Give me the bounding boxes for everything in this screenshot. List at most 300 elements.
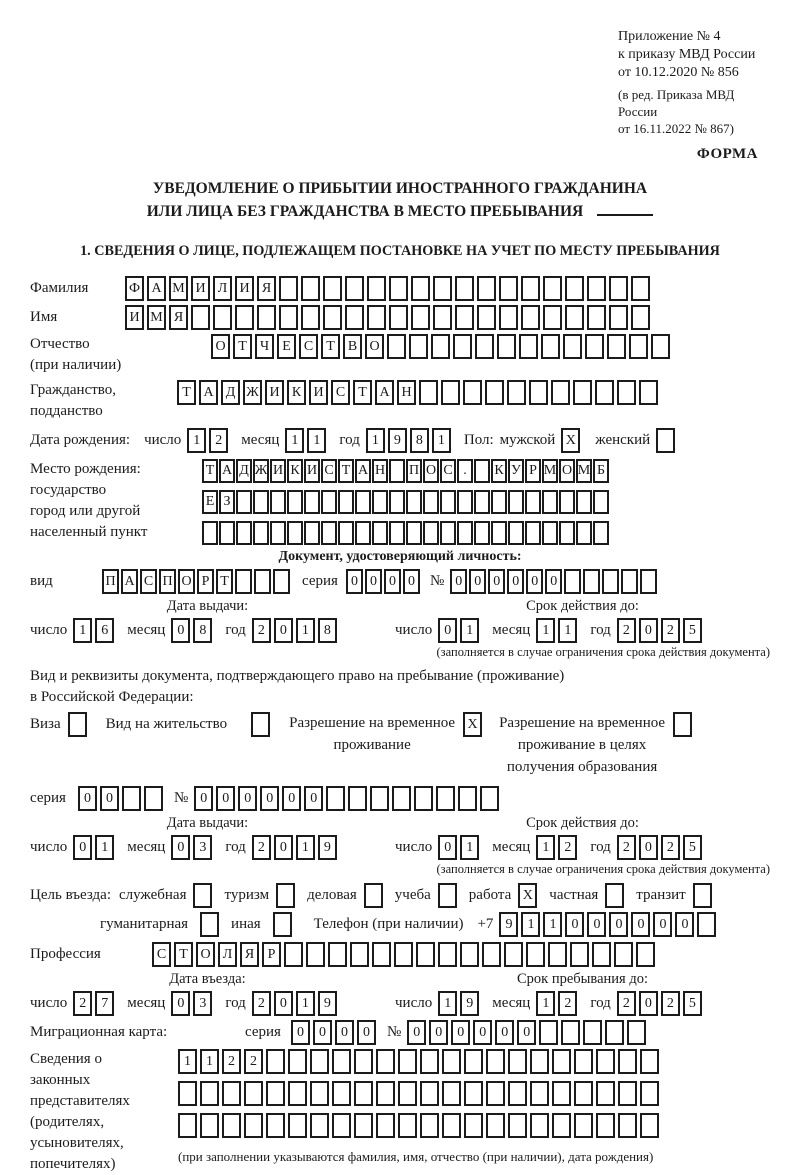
char-cell[interactable] xyxy=(389,521,405,545)
char-cell[interactable] xyxy=(288,1113,307,1138)
char-cell[interactable] xyxy=(288,1081,307,1106)
char-cell[interactable] xyxy=(583,1020,602,1045)
char-cell[interactable] xyxy=(338,521,354,545)
char-cell[interactable] xyxy=(631,305,650,330)
char-cell[interactable] xyxy=(236,521,252,545)
char-cell[interactable]: 0 xyxy=(357,1020,376,1045)
char-cell[interactable]: А xyxy=(147,276,166,301)
char-cell[interactable]: 9 xyxy=(499,912,518,937)
char-cell[interactable] xyxy=(596,1113,615,1138)
char-cell[interactable]: 7 xyxy=(95,991,114,1016)
char-cell[interactable]: 0 xyxy=(675,912,694,937)
char-cell[interactable]: М xyxy=(542,459,558,483)
char-cell[interactable] xyxy=(398,1049,417,1074)
char-cell[interactable]: 1 xyxy=(187,428,206,453)
char-cell[interactable] xyxy=(310,1113,329,1138)
char-cell[interactable] xyxy=(270,490,286,514)
char-cell[interactable]: М xyxy=(169,276,188,301)
char-cell[interactable]: 2 xyxy=(617,618,636,643)
checkbox-cell[interactable] xyxy=(673,712,692,737)
char-cell[interactable]: Е xyxy=(277,334,296,359)
char-cell[interactable]: М xyxy=(147,305,166,330)
char-cell[interactable]: 2 xyxy=(558,991,577,1016)
char-cell[interactable]: 0 xyxy=(346,569,363,594)
char-cell[interactable]: Ч xyxy=(255,334,274,359)
char-cell[interactable]: Р xyxy=(525,459,541,483)
char-cell[interactable]: 9 xyxy=(318,835,337,860)
char-cell[interactable] xyxy=(618,1081,637,1106)
char-cell[interactable]: 1 xyxy=(73,618,92,643)
char-cell[interactable]: Л xyxy=(218,942,237,967)
char-cell[interactable] xyxy=(605,1020,624,1045)
char-cell[interactable] xyxy=(202,521,218,545)
char-cell[interactable] xyxy=(609,305,628,330)
char-cell[interactable]: Т xyxy=(321,334,340,359)
char-cell[interactable]: 0 xyxy=(488,569,505,594)
checkbox-cell[interactable] xyxy=(276,883,295,908)
char-cell[interactable]: 1 xyxy=(307,428,326,453)
char-cell[interactable]: Т xyxy=(177,380,196,405)
char-cell[interactable]: 0 xyxy=(304,786,323,811)
char-cell[interactable] xyxy=(372,521,388,545)
char-cell[interactable] xyxy=(306,942,325,967)
char-cell[interactable]: Т xyxy=(202,459,218,483)
char-cell[interactable] xyxy=(561,1020,580,1045)
char-cell[interactable] xyxy=(394,942,413,967)
char-cell[interactable] xyxy=(254,569,271,594)
char-cell[interactable]: Р xyxy=(262,942,281,967)
char-cell[interactable] xyxy=(442,1113,461,1138)
char-cell[interactable]: Я xyxy=(257,276,276,301)
char-cell[interactable] xyxy=(618,1049,637,1074)
char-cell[interactable] xyxy=(332,1081,351,1106)
char-cell[interactable]: О xyxy=(423,459,439,483)
char-cell[interactable] xyxy=(304,521,320,545)
char-cell[interactable]: 0 xyxy=(517,1020,536,1045)
char-cell[interactable]: 0 xyxy=(545,569,562,594)
char-cell[interactable]: И xyxy=(265,380,284,405)
char-cell[interactable]: А xyxy=(199,380,218,405)
char-cell[interactable] xyxy=(354,1049,373,1074)
char-cell[interactable] xyxy=(376,1049,395,1074)
char-cell[interactable] xyxy=(345,305,364,330)
char-cell[interactable] xyxy=(519,334,538,359)
char-cell[interactable] xyxy=(442,1081,461,1106)
char-cell[interactable]: 2 xyxy=(617,835,636,860)
char-cell[interactable]: 5 xyxy=(683,618,702,643)
char-cell[interactable] xyxy=(423,521,439,545)
checkbox-cell[interactable]: X xyxy=(518,883,537,908)
char-cell[interactable] xyxy=(219,521,235,545)
char-cell[interactable] xyxy=(474,459,490,483)
char-cell[interactable] xyxy=(345,276,364,301)
char-cell[interactable] xyxy=(279,276,298,301)
checkbox-cell[interactable] xyxy=(68,712,87,737)
char-cell[interactable] xyxy=(697,912,716,937)
char-cell[interactable] xyxy=(639,380,658,405)
char-cell[interactable] xyxy=(552,1113,571,1138)
char-cell[interactable] xyxy=(284,942,303,967)
char-cell[interactable]: 0 xyxy=(473,1020,492,1045)
char-cell[interactable]: К xyxy=(491,459,507,483)
char-cell[interactable] xyxy=(253,490,269,514)
char-cell[interactable]: О xyxy=(211,334,230,359)
char-cell[interactable] xyxy=(266,1049,285,1074)
checkbox-cell[interactable] xyxy=(273,912,292,937)
char-cell[interactable] xyxy=(440,490,456,514)
char-cell[interactable]: 1 xyxy=(536,991,555,1016)
char-cell[interactable] xyxy=(486,1049,505,1074)
char-cell[interactable]: 8 xyxy=(193,618,212,643)
char-cell[interactable] xyxy=(477,305,496,330)
char-cell[interactable]: С xyxy=(321,459,337,483)
char-cell[interactable] xyxy=(438,942,457,967)
char-cell[interactable] xyxy=(321,490,337,514)
char-cell[interactable] xyxy=(464,1081,483,1106)
char-cell[interactable] xyxy=(414,786,433,811)
char-cell[interactable] xyxy=(235,569,252,594)
char-cell[interactable] xyxy=(411,276,430,301)
char-cell[interactable] xyxy=(627,1020,646,1045)
char-cell[interactable] xyxy=(367,305,386,330)
char-cell[interactable]: Д xyxy=(236,459,252,483)
char-cell[interactable] xyxy=(640,1081,659,1106)
char-cell[interactable]: 2 xyxy=(617,991,636,1016)
char-cell[interactable]: О xyxy=(559,459,575,483)
char-cell[interactable]: С xyxy=(299,334,318,359)
char-cell[interactable] xyxy=(565,305,584,330)
char-cell[interactable] xyxy=(543,305,562,330)
char-cell[interactable]: Т xyxy=(233,334,252,359)
char-cell[interactable] xyxy=(636,942,655,967)
char-cell[interactable] xyxy=(508,1049,527,1074)
char-cell[interactable]: 1 xyxy=(536,835,555,860)
char-cell[interactable] xyxy=(640,569,657,594)
char-cell[interactable] xyxy=(406,521,422,545)
char-cell[interactable] xyxy=(541,334,560,359)
char-cell[interactable]: 0 xyxy=(631,912,650,937)
char-cell[interactable] xyxy=(178,1113,197,1138)
char-cell[interactable] xyxy=(530,1081,549,1106)
char-cell[interactable] xyxy=(323,276,342,301)
char-cell[interactable]: Т xyxy=(174,942,193,967)
char-cell[interactable]: 0 xyxy=(384,569,401,594)
char-cell[interactable]: А xyxy=(355,459,371,483)
char-cell[interactable]: 6 xyxy=(95,618,114,643)
char-cell[interactable] xyxy=(310,1049,329,1074)
char-cell[interactable] xyxy=(486,1081,505,1106)
char-cell[interactable] xyxy=(376,1113,395,1138)
char-cell[interactable] xyxy=(355,490,371,514)
char-cell[interactable]: И xyxy=(125,305,144,330)
char-cell[interactable] xyxy=(266,1081,285,1106)
char-cell[interactable]: П xyxy=(406,459,422,483)
char-cell[interactable]: 0 xyxy=(274,618,293,643)
char-cell[interactable] xyxy=(593,490,609,514)
char-cell[interactable]: 0 xyxy=(587,912,606,937)
char-cell[interactable]: 2 xyxy=(252,618,271,643)
char-cell[interactable]: 1 xyxy=(521,912,540,937)
char-cell[interactable]: И xyxy=(270,459,286,483)
char-cell[interactable]: С xyxy=(440,459,456,483)
char-cell[interactable] xyxy=(326,786,345,811)
char-cell[interactable] xyxy=(411,305,430,330)
checkbox-cell[interactable]: X xyxy=(463,712,482,737)
char-cell[interactable] xyxy=(499,305,518,330)
char-cell[interactable]: С xyxy=(331,380,350,405)
checkbox-cell[interactable] xyxy=(438,883,457,908)
checkbox-cell[interactable] xyxy=(605,883,624,908)
char-cell[interactable] xyxy=(508,490,524,514)
char-cell[interactable] xyxy=(629,334,648,359)
char-cell[interactable]: О xyxy=(365,334,384,359)
char-cell[interactable]: 1 xyxy=(366,428,385,453)
char-cell[interactable]: И xyxy=(304,459,320,483)
char-cell[interactable] xyxy=(416,942,435,967)
char-cell[interactable]: 2 xyxy=(558,835,577,860)
char-cell[interactable] xyxy=(200,1113,219,1138)
char-cell[interactable] xyxy=(279,305,298,330)
char-cell[interactable]: 1 xyxy=(438,991,457,1016)
char-cell[interactable]: 2 xyxy=(244,1049,263,1074)
char-cell[interactable] xyxy=(602,569,619,594)
char-cell[interactable] xyxy=(420,1113,439,1138)
char-cell[interactable] xyxy=(328,942,347,967)
char-cell[interactable]: 5 xyxy=(683,835,702,860)
char-cell[interactable]: Т xyxy=(338,459,354,483)
checkbox-cell[interactable] xyxy=(200,912,219,937)
char-cell[interactable] xyxy=(543,276,562,301)
char-cell[interactable] xyxy=(507,380,526,405)
char-cell[interactable] xyxy=(525,490,541,514)
char-cell[interactable]: 0 xyxy=(565,912,584,937)
char-cell[interactable]: 2 xyxy=(209,428,228,453)
char-cell[interactable] xyxy=(521,276,540,301)
char-cell[interactable] xyxy=(433,276,452,301)
char-cell[interactable] xyxy=(321,521,337,545)
char-cell[interactable] xyxy=(548,942,567,967)
char-cell[interactable]: 0 xyxy=(313,1020,332,1045)
char-cell[interactable] xyxy=(565,276,584,301)
char-cell[interactable]: 1 xyxy=(432,428,451,453)
char-cell[interactable]: З xyxy=(219,490,235,514)
char-cell[interactable] xyxy=(178,1081,197,1106)
char-cell[interactable] xyxy=(508,1081,527,1106)
char-cell[interactable] xyxy=(457,490,473,514)
char-cell[interactable] xyxy=(526,942,545,967)
char-cell[interactable]: П xyxy=(159,569,176,594)
char-cell[interactable] xyxy=(441,380,460,405)
char-cell[interactable] xyxy=(587,305,606,330)
checkbox-cell[interactable] xyxy=(364,883,383,908)
char-cell[interactable]: 0 xyxy=(507,569,524,594)
char-cell[interactable] xyxy=(563,334,582,359)
char-cell[interactable] xyxy=(332,1113,351,1138)
char-cell[interactable]: 0 xyxy=(274,835,293,860)
char-cell[interactable]: 0 xyxy=(100,786,119,811)
char-cell[interactable] xyxy=(585,334,604,359)
char-cell[interactable]: Ф xyxy=(125,276,144,301)
char-cell[interactable] xyxy=(609,276,628,301)
char-cell[interactable]: 0 xyxy=(171,835,190,860)
char-cell[interactable]: 0 xyxy=(238,786,257,811)
char-cell[interactable] xyxy=(200,1081,219,1106)
char-cell[interactable]: 0 xyxy=(639,835,658,860)
char-cell[interactable]: А xyxy=(219,459,235,483)
char-cell[interactable] xyxy=(464,1049,483,1074)
char-cell[interactable] xyxy=(530,1049,549,1074)
char-cell[interactable] xyxy=(376,1081,395,1106)
char-cell[interactable] xyxy=(372,942,391,967)
char-cell[interactable]: 8 xyxy=(318,618,337,643)
char-cell[interactable]: . xyxy=(457,459,473,483)
char-cell[interactable] xyxy=(367,276,386,301)
char-cell[interactable] xyxy=(372,490,388,514)
char-cell[interactable]: И xyxy=(235,276,254,301)
char-cell[interactable]: 2 xyxy=(73,991,92,1016)
char-cell[interactable]: 1 xyxy=(296,991,315,1016)
char-cell[interactable] xyxy=(431,334,450,359)
char-cell[interactable]: Т xyxy=(216,569,233,594)
char-cell[interactable] xyxy=(270,521,286,545)
char-cell[interactable] xyxy=(287,521,303,545)
char-cell[interactable] xyxy=(236,490,252,514)
char-cell[interactable] xyxy=(491,490,507,514)
char-cell[interactable]: 1 xyxy=(285,428,304,453)
char-cell[interactable] xyxy=(574,1081,593,1106)
char-cell[interactable] xyxy=(614,942,633,967)
char-cell[interactable] xyxy=(338,490,354,514)
char-cell[interactable]: П xyxy=(102,569,119,594)
char-cell[interactable]: В xyxy=(343,334,362,359)
char-cell[interactable] xyxy=(542,521,558,545)
char-cell[interactable]: Н xyxy=(372,459,388,483)
char-cell[interactable] xyxy=(542,490,558,514)
char-cell[interactable]: 1 xyxy=(460,618,479,643)
char-cell[interactable] xyxy=(474,521,490,545)
char-cell[interactable] xyxy=(304,490,320,514)
char-cell[interactable]: 0 xyxy=(291,1020,310,1045)
char-cell[interactable]: Ж xyxy=(253,459,269,483)
char-cell[interactable] xyxy=(631,276,650,301)
char-cell[interactable] xyxy=(350,942,369,967)
char-cell[interactable]: 1 xyxy=(200,1049,219,1074)
checkbox-cell[interactable] xyxy=(693,883,712,908)
char-cell[interactable] xyxy=(463,380,482,405)
char-cell[interactable] xyxy=(475,334,494,359)
char-cell[interactable] xyxy=(442,1049,461,1074)
char-cell[interactable]: 1 xyxy=(178,1049,197,1074)
char-cell[interactable]: К xyxy=(287,380,306,405)
char-cell[interactable]: 1 xyxy=(558,618,577,643)
char-cell[interactable]: У xyxy=(508,459,524,483)
char-cell[interactable] xyxy=(222,1113,241,1138)
char-cell[interactable] xyxy=(354,1113,373,1138)
char-cell[interactable] xyxy=(423,490,439,514)
char-cell[interactable] xyxy=(433,305,452,330)
char-cell[interactable] xyxy=(389,490,405,514)
char-cell[interactable]: 0 xyxy=(639,991,658,1016)
char-cell[interactable]: 0 xyxy=(282,786,301,811)
char-cell[interactable] xyxy=(370,786,389,811)
char-cell[interactable]: 0 xyxy=(407,1020,426,1045)
char-cell[interactable]: 0 xyxy=(78,786,97,811)
char-cell[interactable]: Б xyxy=(593,459,609,483)
char-cell[interactable] xyxy=(559,521,575,545)
char-cell[interactable]: 2 xyxy=(252,991,271,1016)
char-cell[interactable] xyxy=(486,1113,505,1138)
char-cell[interactable]: 0 xyxy=(438,835,457,860)
checkbox-cell[interactable]: X xyxy=(561,428,580,453)
char-cell[interactable] xyxy=(618,1113,637,1138)
char-cell[interactable] xyxy=(480,786,499,811)
char-cell[interactable]: Я xyxy=(240,942,259,967)
char-cell[interactable]: М xyxy=(576,459,592,483)
char-cell[interactable]: 0 xyxy=(451,1020,470,1045)
char-cell[interactable] xyxy=(587,276,606,301)
char-cell[interactable] xyxy=(607,334,626,359)
char-cell[interactable]: 0 xyxy=(365,569,382,594)
char-cell[interactable] xyxy=(504,942,523,967)
char-cell[interactable] xyxy=(453,334,472,359)
char-cell[interactable]: Л xyxy=(213,276,232,301)
char-cell[interactable]: 0 xyxy=(335,1020,354,1045)
char-cell[interactable]: Т xyxy=(353,380,372,405)
char-cell[interactable]: 0 xyxy=(274,991,293,1016)
char-cell[interactable] xyxy=(651,334,670,359)
char-cell[interactable] xyxy=(266,1113,285,1138)
char-cell[interactable] xyxy=(458,786,477,811)
char-cell[interactable] xyxy=(389,459,405,483)
char-cell[interactable] xyxy=(474,490,490,514)
char-cell[interactable] xyxy=(477,276,496,301)
char-cell[interactable] xyxy=(122,786,141,811)
char-cell[interactable] xyxy=(323,305,342,330)
char-cell[interactable]: 0 xyxy=(469,569,486,594)
char-cell[interactable]: 9 xyxy=(318,991,337,1016)
checkbox-cell[interactable] xyxy=(193,883,212,908)
char-cell[interactable] xyxy=(244,1081,263,1106)
char-cell[interactable] xyxy=(420,1049,439,1074)
char-cell[interactable] xyxy=(348,786,367,811)
char-cell[interactable] xyxy=(497,334,516,359)
char-cell[interactable] xyxy=(530,1113,549,1138)
char-cell[interactable] xyxy=(455,276,474,301)
char-cell[interactable]: 1 xyxy=(460,835,479,860)
title-blank-line[interactable] xyxy=(597,203,653,216)
char-cell[interactable]: 0 xyxy=(429,1020,448,1045)
char-cell[interactable] xyxy=(235,305,254,330)
char-cell[interactable] xyxy=(332,1049,351,1074)
char-cell[interactable] xyxy=(244,1113,263,1138)
char-cell[interactable] xyxy=(525,521,541,545)
char-cell[interactable] xyxy=(499,276,518,301)
char-cell[interactable]: О xyxy=(178,569,195,594)
char-cell[interactable]: 0 xyxy=(438,618,457,643)
char-cell[interactable] xyxy=(508,521,524,545)
char-cell[interactable]: 2 xyxy=(222,1049,241,1074)
char-cell[interactable] xyxy=(596,1049,615,1074)
char-cell[interactable]: С xyxy=(140,569,157,594)
checkbox-cell[interactable] xyxy=(656,428,675,453)
char-cell[interactable]: И xyxy=(191,276,210,301)
char-cell[interactable]: Я xyxy=(169,305,188,330)
char-cell[interactable]: 0 xyxy=(260,786,279,811)
char-cell[interactable]: 0 xyxy=(216,786,235,811)
char-cell[interactable]: 2 xyxy=(661,835,680,860)
char-cell[interactable]: 0 xyxy=(403,569,420,594)
char-cell[interactable]: 9 xyxy=(460,991,479,1016)
